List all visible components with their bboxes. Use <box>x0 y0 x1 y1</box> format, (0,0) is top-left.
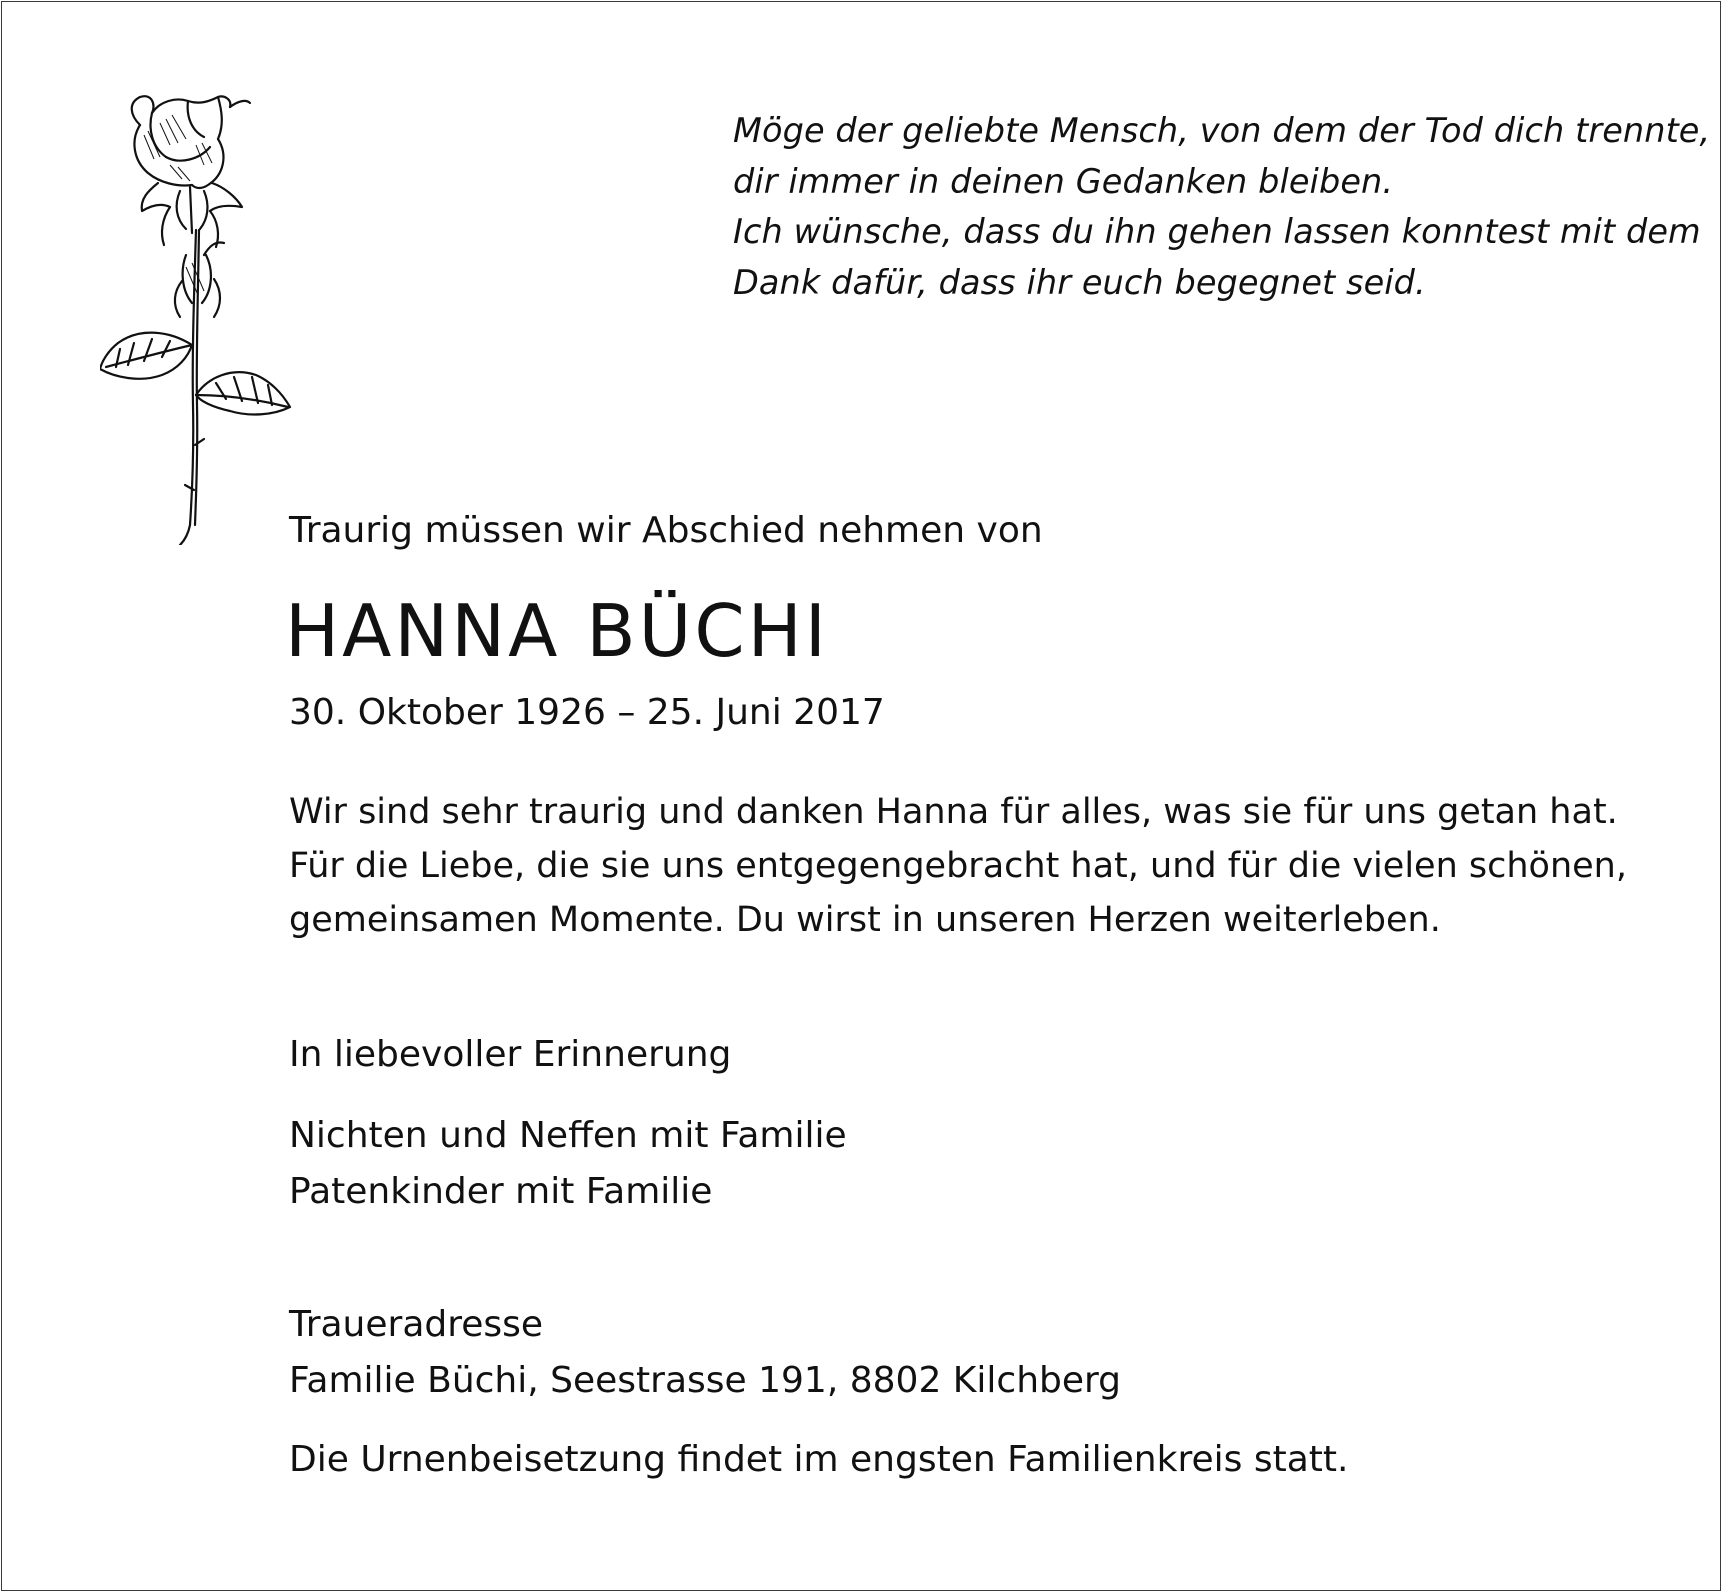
burial-note: Die Urnenbeisetzung findet im engsten Familienkreis statt. <box>289 1439 1349 1480</box>
mourning-address-label: Traueradresse <box>289 1304 544 1345</box>
mourners-list <box>289 1108 847 1220</box>
remembrance-heading: In liebevoller Erinnerung <box>289 1034 732 1075</box>
tribute-line: Wir sind sehr traurig und danken Hanna für alles, was sie für uns getan hat. <box>289 792 1618 832</box>
quote-line: Ich wünsche, dass du ihn gehen lassen konntest mit dem <box>733 212 1701 251</box>
life-dates: 30. Oktober 1926 – 25. Juni 2017 <box>289 692 885 733</box>
quote-line: Möge der geliebte Mensch, von dem der Tod dich trennte, <box>733 111 1711 150</box>
farewell-intro: Traurig müssen wir Abschied nehmen von <box>289 510 1043 551</box>
mourning-address: Familie Büchi, Seestrasse 191, 8802 Kilchberg <box>289 1360 1122 1401</box>
tribute-line: Für die Liebe, die sie uns entgegengebracht hat, und für die vielen schönen, <box>289 846 1627 886</box>
quote-line: Dank dafür, dass ihr euch begegnet seid. <box>733 262 1426 302</box>
tribute-line: gemeinsamen Momente. Du wirst in unseren Herzen weiterleben. <box>289 900 1441 940</box>
rose-icon <box>100 95 295 545</box>
mourner-line: Nichten und Neffen mit Familie <box>289 1115 847 1156</box>
tribute-message <box>289 785 1627 947</box>
quote-line: dir immer in deinen Gedanken bleiben. <box>733 161 1394 201</box>
mourner-line: Patenkinder mit Familie <box>289 1171 713 1212</box>
memorial-quote <box>733 106 1711 308</box>
deceased-name: HANNA BÜCHI <box>285 589 829 673</box>
